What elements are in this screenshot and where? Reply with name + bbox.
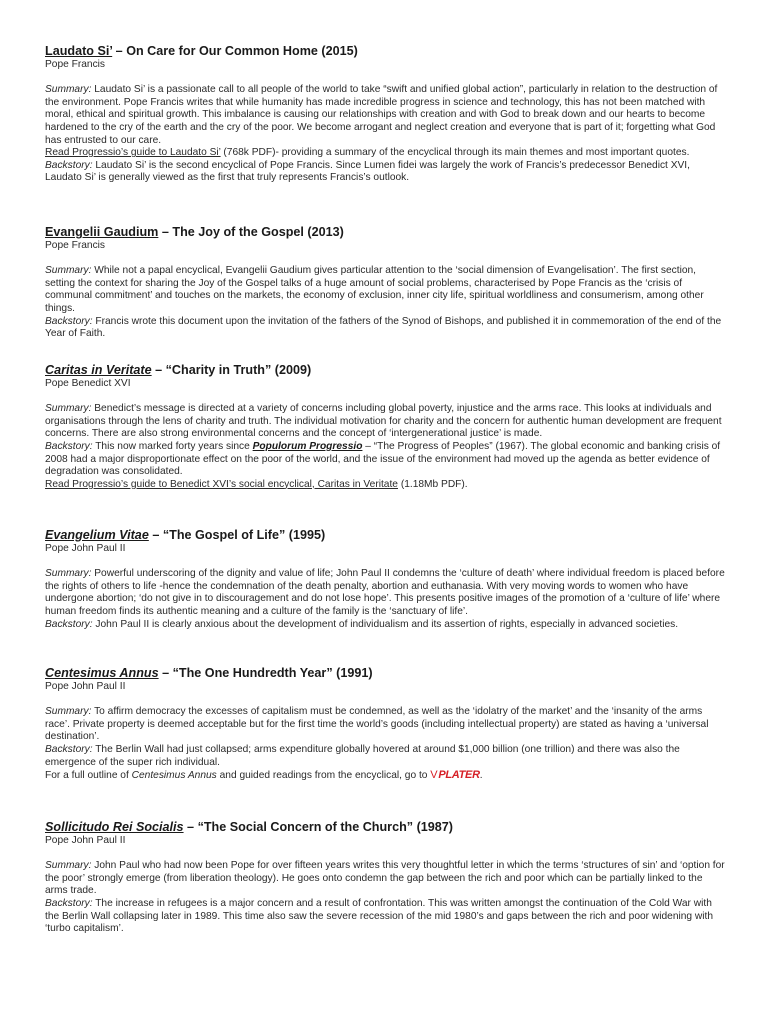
- summary-text: Powerful underscoring of the dignity and value of life; John Paul II condemns the ‘culture of death’ where individual freedom is placed before the rights of others to life -hence the condemnation of the death penalty, abortion and euthanasia. With very moving words to women who have undergone abortion; ‘do not give in to discouragement and do not lose hope’. This presents positive images of the promotion of a ‘culture of life’ where human freedom finds its authentic meaning and a culture of the family is the ‘sanctuary of life’.: [45, 568, 725, 617]
- encyclical-entry-sollicitudo-rei-socialis: [45, 820, 725, 936]
- encyclical-title-link[interactable]: Caritas in Veritate: [45, 363, 152, 377]
- guide-paragraph: [45, 147, 725, 160]
- outline-paragraph: [45, 769, 725, 783]
- summary-label: Summary:: [45, 860, 92, 872]
- summary-text: To affirm democracy the excesses of capitalism must be condemned, as well as the ‘idolatry of the market’ and the ‘insanity of the arms race’. Private property is deemed acceptable but for the first time the world’s goods (including intellectual property) are stated as having a ‘universal destination’.: [45, 706, 709, 743]
- encyclical-entry-laudato-si: [45, 44, 725, 185]
- guide-link-description: (768k PDF)- providing a summary of the encyclical through its main themes and most important quotes.: [220, 147, 690, 159]
- summary-paragraph: [45, 84, 725, 147]
- backstory-label: Backstory:: [45, 897, 93, 909]
- backstory-label: Backstory:: [45, 315, 93, 327]
- outline-doc-title: Centesimus Annus: [131, 770, 217, 782]
- entry-heading: [45, 666, 725, 681]
- encyclical-subtitle: – The Joy of the Gospel (2013): [158, 225, 344, 239]
- backstory-text: The Berlin Wall had just collapsed; arms expenditure globally hovered at around $1,000 billion (one trillion) and there was also the emergence of the super rich individual.: [45, 743, 680, 768]
- backstory-text: Francis wrote this document upon the invitation of the fathers of the Synod of Bishops, and published it in commemoration of the end of the Year of Faith.: [45, 315, 722, 340]
- backstory-text: This now marked forty years since: [92, 440, 253, 452]
- outline-end: .: [479, 770, 483, 782]
- guide-paragraph: [45, 479, 725, 492]
- backstory-label: Backstory:: [45, 159, 93, 171]
- backstory-paragraph: [45, 619, 725, 632]
- outline-text-continued: and guided readings from the encyclical, go to: [216, 770, 431, 782]
- author: Pope Benedict XVI: [45, 378, 131, 389]
- backstory-paragraph: [45, 744, 725, 769]
- summary-text: Benedict’s message is directed at a variety of concerns including global poverty, injustice and the arms race. This looks at individuals and organisations through the lens of charity and truth. The individual motivation for charity and the concern for authentic human development are frequent concerns. There are also strong environmental concerns and the concept of ‘intergenerational justice’ is made.: [45, 403, 722, 440]
- plater-v-mark: V: [430, 769, 438, 782]
- summary-text: Laudato Si’ is a passionate call to all people of the world to take “swift and unified global action”, particularly in relation to the destruction of the environment. Pope Francis writes that while humanity has made incredible progress in science and technology, this has not been matched with moral, ethical and spiritual growth. This imbalance is causing our relationships with creation and with God to break down and our hearts to become hardened to the cry of the earth and the cry of the poor. We become arrogant and neglect creation and everyone that is part of it; forgetting what God has entrusted to our care.: [45, 84, 718, 146]
- outline-text: For a full outline of: [45, 770, 132, 782]
- summary-label: Summary:: [45, 403, 92, 415]
- encyclical-subtitle: – “The One Hundredth Year” (1991): [158, 666, 373, 680]
- backstory-text-continued: – “The Progress of Peoples” (1967). The global economic and banking crisis of 2008 had a major disproportionate effect on the poor of the world, and the issue of the environment had moved up the agenda as better evidence of degradation was consolidated.: [45, 440, 721, 478]
- backstory-label: Backstory:: [45, 618, 93, 630]
- author: Pope John Paul II: [45, 681, 126, 692]
- summary-paragraph: [45, 860, 725, 898]
- encyclical-subtitle: – “The Gospel of Life” (1995): [148, 528, 326, 542]
- guide-link-description: (1.18Mb PDF).: [397, 478, 468, 490]
- summary-text: John Paul who had now been Pope for over fifteen years writes this very thoughtful letter in which the terms ‘structures of sin’ and ‘option for the poor’ strongly emerge (from liberation theology). He goes onto condemn the gap between the rich and poor which can be partially linked to the arms trade.: [45, 860, 725, 897]
- encyclical-entry-evangelium-vitae: [45, 528, 725, 631]
- entry-heading: [45, 528, 725, 543]
- backstory-paragraph: [45, 316, 725, 341]
- encyclical-title-link[interactable]: Evangelii Gaudium: [45, 225, 159, 239]
- encyclical-subtitle: – “Charity in Truth” (2009): [151, 363, 312, 377]
- progressio-guide-link[interactable]: Read Progressio’s guide to Benedict XVI’s social encyclical, Caritas in Veritate: [45, 478, 398, 490]
- encyclical-subtitle: – On Care for Our Common Home (2015): [112, 44, 358, 58]
- encyclical-subtitle: – “The Social Concern of the Church” (1987): [183, 820, 453, 834]
- summary-paragraph: [45, 265, 725, 315]
- entry-heading: [45, 44, 725, 59]
- encyclical-entry-centesimus-annus: [45, 666, 725, 783]
- summary-paragraph: [45, 706, 725, 744]
- encyclical-title-link[interactable]: Evangelium Vitae: [45, 528, 149, 542]
- backstory-label: Backstory:: [45, 743, 93, 755]
- summary-label: Summary:: [45, 568, 92, 580]
- plater-logo-text: PLATER: [438, 769, 480, 782]
- encyclical-entry-caritas-in-veritate: [45, 363, 725, 491]
- summary-label: Summary:: [45, 706, 92, 718]
- summary-label: Summary:: [45, 265, 92, 277]
- encyclical-title-link[interactable]: Centesimus Annus: [45, 666, 159, 680]
- encyclical-entry-evangelii-gaudium: [45, 225, 725, 341]
- backstory-paragraph: [45, 441, 725, 479]
- entry-heading: [45, 225, 725, 240]
- plater-logo-link[interactable]: [430, 769, 479, 782]
- summary-paragraph: [45, 568, 725, 618]
- populorum-progressio-link[interactable]: Populorum Progressio: [252, 440, 363, 452]
- author: Pope Francis: [45, 59, 106, 70]
- author: Pope John Paul II: [45, 835, 126, 846]
- encyclical-title-link[interactable]: Laudato Si’: [45, 44, 113, 58]
- backstory-paragraph: [45, 898, 725, 936]
- backstory-text: The increase in refugees is a major concern and a result of confrontation. This was written amongst the continuation of the Cold War with the Berlin Wall collapsing later in 1989. This time also saw the severe recession of the mid 1980’s and gaps between the rich and poor widening with ‘turbo capitalism’.: [45, 897, 714, 935]
- backstory-label: Backstory:: [45, 440, 93, 452]
- summary-text: While not a papal encyclical, Evangelii Gaudium gives particular attention to the ‘social dimension of Evangelisation’. The first section, setting the context for sharing the Joy of the Gospel talks of a huge amount of social problems, characterised by Pope Francis as the ‘crisis of communal commitment’ and touches on the markets, the economy of exclusion, inner city life, spiritual worldliness and consumerism, among other things.: [45, 265, 704, 314]
- summary-paragraph: [45, 403, 725, 441]
- backstory-paragraph: [45, 160, 725, 185]
- summary-label: Summary:: [45, 84, 92, 96]
- entry-heading: [45, 820, 725, 835]
- author: Pope John Paul II: [45, 543, 126, 554]
- progressio-guide-link[interactable]: Read Progressio’s guide to Laudato Si’: [45, 147, 221, 159]
- backstory-text: Laudato Si’ is the second encyclical of Pope Francis. Since Lumen fidei was largely the work of Francis’s predecessor Benedict XVI, Laudato Si’ is generally viewed as the first that truly represents Francis’s outlook.: [45, 159, 690, 184]
- entry-heading: [45, 363, 725, 378]
- backstory-text: John Paul II is clearly anxious about the development of individualism and its assertion of rights, especially in advanced societies.: [92, 618, 679, 630]
- encyclical-title-link[interactable]: Sollicitudo Rei Socialis: [45, 820, 184, 834]
- author: Pope Francis: [45, 240, 106, 251]
